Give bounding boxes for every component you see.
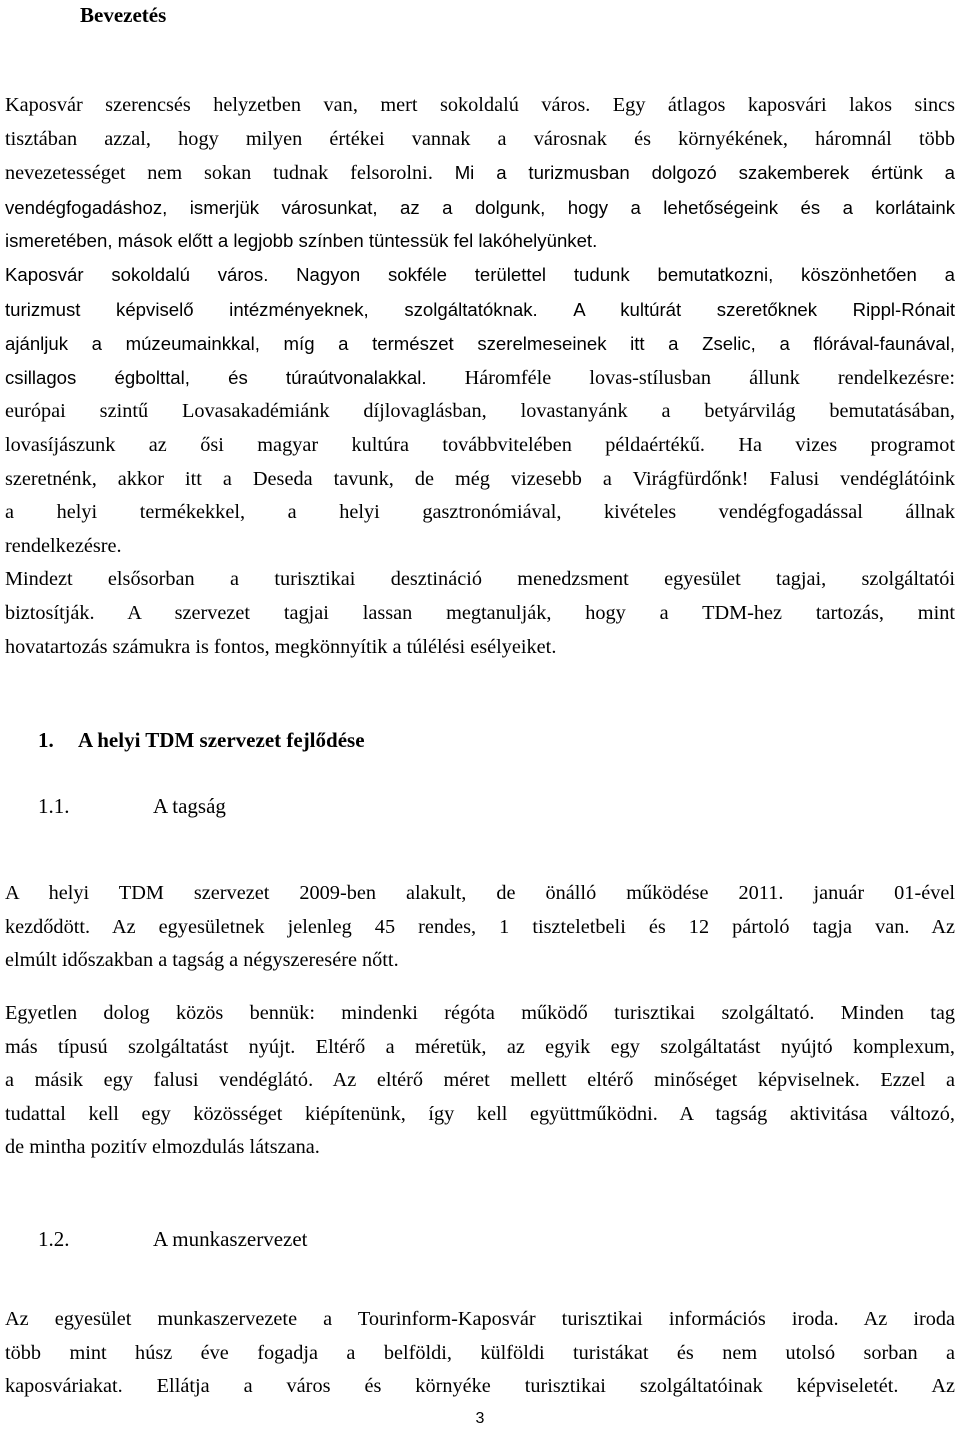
membership-paragraph-2	[5, 997, 955, 1165]
intro-line-11b: Ha vizes programot	[738, 433, 955, 456]
intro-line-3a: nevezetességet nem sokan tudnak felsorolni.	[5, 162, 433, 185]
membership-1-line-3: elmúlt időszakban a tagság a négyszeresére nőtt.	[5, 949, 399, 972]
membership-2-line-1: Egyetlen dolog közös bennük: mindenki régóta működő turisztikai szolgáltató. Minden tag	[5, 1002, 955, 1024]
intro-line-10: európai szintű Lovasakadémiánk díjlovaglásban, lovastanyánk a betyárvilág bemutatásában,	[5, 400, 955, 423]
intro-line-11	[5, 429, 955, 463]
section-1-1-title: A tagság	[153, 794, 226, 818]
intro-line-9b: Háromféle lovas-stílusban állunk rendelkezésre:	[464, 366, 955, 389]
intro-line-11a: lovasíjászunk az ősi magyar kultúra továbbvitelében példaértékű.	[5, 433, 705, 456]
work-line-2: több mint húsz éve fogadja a belföldi, külföldi turistákat és nem utolsó sorban a	[5, 1341, 955, 1364]
intro-line-3b: Mi a turizmusban dolgozó szakemberek értünk a	[454, 162, 955, 184]
intro-line-7b: A kultúrát szeretőknek Rippl-Rónait	[573, 298, 955, 320]
intro-line-9	[5, 361, 955, 396]
intro-line-3	[5, 156, 955, 191]
intro-line-9a: csillagos égbolttal, és túraútvonalakkal.	[5, 366, 427, 388]
section-1-2-number: 1.2.	[38, 1227, 70, 1251]
intro-line-6a: Kaposvár sokoldalú város.	[5, 263, 269, 285]
section-1-number: 1.	[38, 728, 54, 752]
intro-paragraph	[5, 89, 955, 664]
section-1-2-title: A munkaszervezet	[153, 1227, 308, 1251]
intro-line-8: ajánljuk a múzeumainkkal, míg a természet szerelmeseinek itt a Zselic, a flórával-faunával,	[5, 333, 955, 355]
intro-line-16: biztosítják. A szervezet tagjai lassan megtanulják, hogy a TDM-hez tartozás, mint	[5, 601, 955, 624]
intro-line-6b: Nagyon sokféle területtel tudunk bemutatkozni, köszönhetően a	[296, 263, 955, 285]
heading-bevezetes: Bevezetés	[80, 3, 167, 27]
work-line-1: Az egyesület munkaszervezete a Tourinform-Kaposvár turisztikai információs iroda. Az iroda	[5, 1308, 955, 1330]
intro-line-12: szeretnénk, akkor itt a Deseda tavunk, de még vizesebb a Virágfürdőnk! Falusi vendéglátóink	[5, 467, 955, 490]
intro-line-2: tisztában azzal, hogy milyen értékei vannak a városnak és környékének, háromnál több	[5, 127, 955, 150]
intro-line-6	[5, 258, 955, 293]
work-line-3: kaposváriakat. Ellátja a város és környéke turisztikai szolgáltatóinak képviseletét. Az	[5, 1375, 955, 1398]
membership-2-line-4: tudattal kell egy közösséget kiépítenünk, így kell együttműködni. A tagság aktivitása változó,	[5, 1102, 955, 1125]
page-number: 3	[475, 1410, 485, 1427]
work-organization-paragraph	[5, 1303, 955, 1404]
membership-2-line-2: más típusú szolgáltatást nyújt. Eltérő a méretük, az egyik egy szolgáltatást nyújtó komplexum,	[5, 1035, 955, 1058]
intro-line-1: Kaposvár szerencsés helyzetben van, mert sokoldalú város. Egy átlagos kaposvári lakos sincs	[5, 94, 955, 116]
intro-line-7	[5, 293, 955, 328]
membership-1-line-2: kezdődött. Az egyesületnek jelenleg 45 rendes, 1 tiszteletbeli és 12 pártoló tagja van. Az	[5, 915, 955, 938]
section-1-1-number: 1.1.	[38, 794, 70, 818]
intro-line-5: ismeretében, mások előtt a legjobb színben tüntessük fel lakóhelyünket.	[5, 230, 598, 252]
section-heading-1-1	[38, 790, 226, 822]
section-1-title: A helyi TDM szervezet fejlődése	[78, 728, 365, 752]
intro-line-7a: turizmust képviselő intézményeknek, szolgáltatóknak.	[5, 298, 538, 320]
intro-line-13: a helyi termékekkel, a helyi gasztronómiával, kivételes vendégfogadással állnak	[5, 501, 955, 524]
membership-2-line-3: a másik egy falusi vendéglátó. Az eltérő méret mellett eltérő minőséget képviselnek. Ezzel a	[5, 1069, 955, 1092]
membership-1-line-1: A helyi TDM szervezet 2009-ben alakult, de önálló működése 2011. január 01-ével	[5, 882, 955, 904]
membership-paragraph-1	[5, 877, 955, 978]
membership-2-line-5: de mintha pozitív elmozdulás látszana.	[5, 1136, 320, 1159]
intro-line-17: hovatartozás számukra is fontos, megkönnyítik a túlélési esélyeiket.	[5, 635, 557, 658]
intro-line-4: vendégfogadáshoz, ismerjük városunkat, az a dolgunk, hogy a lehetőségeink és a korlátaink	[5, 196, 955, 218]
section-heading-1-2	[38, 1223, 308, 1255]
section-heading-1	[38, 724, 365, 756]
intro-line-14: rendelkezésre.	[5, 534, 122, 557]
intro-line-15: Mindezt elsősorban a turisztikai desztináció menedzsment egyesület tagjai, szolgáltatói	[5, 568, 955, 591]
